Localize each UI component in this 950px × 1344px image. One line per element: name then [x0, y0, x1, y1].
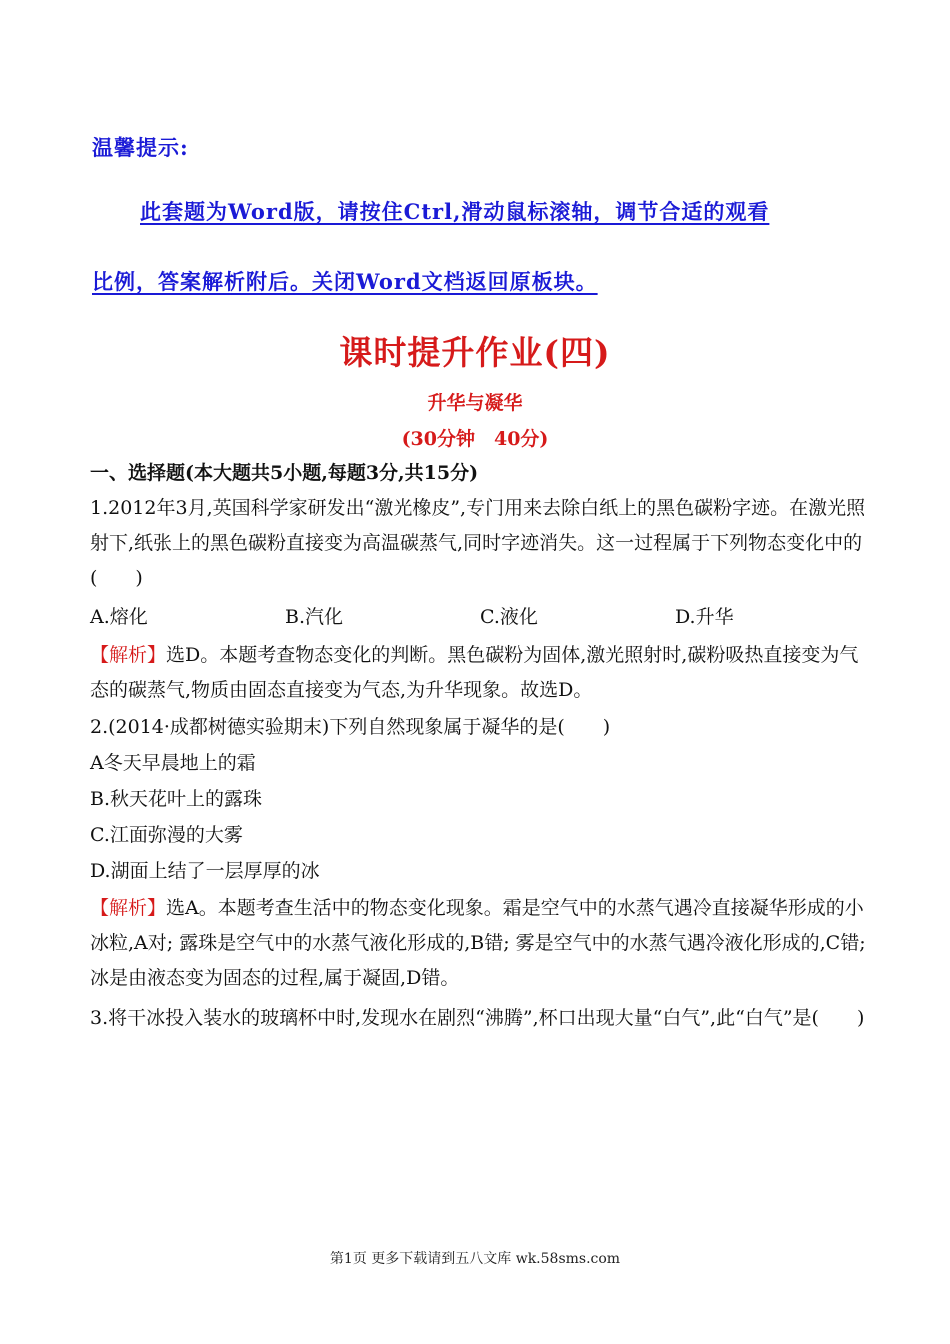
- q1-stem: 1.2012年3月,英国科学家研发出“激光橡皮”,专门用来去除白纸上的黑色碳粉字迹。在激光照射下,纸张上的黑色碳粉直接变为高温碳蒸气,同时字迹消失。这一过程属于下列物态变化中的( ): [90, 497, 866, 589]
- q2-analysis-tag: 【解析】: [90, 897, 167, 919]
- tip-line-1: 此套题为Word版，请按住Ctrl,滑动鼠标滚轴，调节合适的观看: [140, 199, 770, 224]
- section-heading: 一、选择题(本大题共5小题,每题3分,共15分): [90, 462, 479, 484]
- q2-analysis-text: 选A。本题考查生活中的物态变化现象。霜是空气中的水蒸气遇冷直接凝华形成的小冰粒,A对; 露珠是空气中的水蒸气液化形成的,B错; 雾是空气中的水蒸气遇冷液化形成的,C错; 冰是由液态变为固态的过程,属于凝固,D错。: [90, 897, 866, 989]
- q2-option-d: D.湖面上结了一层厚厚的冰: [90, 860, 320, 882]
- q2-analysis: [90, 891, 870, 996]
- tip-line-2: 比例，答案解析附后。关闭Word文档返回原板块。: [92, 269, 598, 294]
- q1-analysis: [90, 638, 870, 708]
- q1-option-d: D.升华: [675, 606, 734, 628]
- q2-option-b: B.秋天花叶上的露珠: [90, 788, 263, 810]
- q1-analysis-tag: 【解析】: [90, 644, 167, 666]
- page-subtitle: 升华与凝华: [427, 392, 523, 414]
- time-score: (30分钟 40分): [401, 428, 549, 450]
- q1-option-c: C.液化: [480, 606, 538, 628]
- q1-option-a: A.熔化: [90, 606, 148, 628]
- q1-analysis-text: 选D。本题考查物态变化的判断。黑色碳粉为固体,激光照射时,碳粉吸热直接变为气态的碳蒸气,物质由固态直接变为气态,为升华现象。故选D。: [90, 644, 859, 701]
- q2-option-a: A冬天早晨地上的霜: [90, 752, 256, 774]
- q2-option-c: C.江面弥漫的大雾: [90, 824, 243, 846]
- q1-options: [90, 602, 870, 629]
- q3-stem: 3.将干冰投入装水的玻璃杯中时,发现水在剧烈“沸腾”,杯口出现大量“白气”,此“白气”是( ): [90, 1007, 865, 1029]
- tip-title: 温馨提示:: [92, 135, 189, 160]
- q1-option-b: B.汽化: [285, 606, 344, 628]
- page-footer: 第1页 更多下载请到五八文库 wk.58sms.com: [329, 1251, 621, 1267]
- q2-stem: 2.(2014·成都树德实验期末)下列自然现象属于凝华的是( ): [90, 716, 611, 738]
- page-title: 课时提升作业(四): [339, 333, 611, 372]
